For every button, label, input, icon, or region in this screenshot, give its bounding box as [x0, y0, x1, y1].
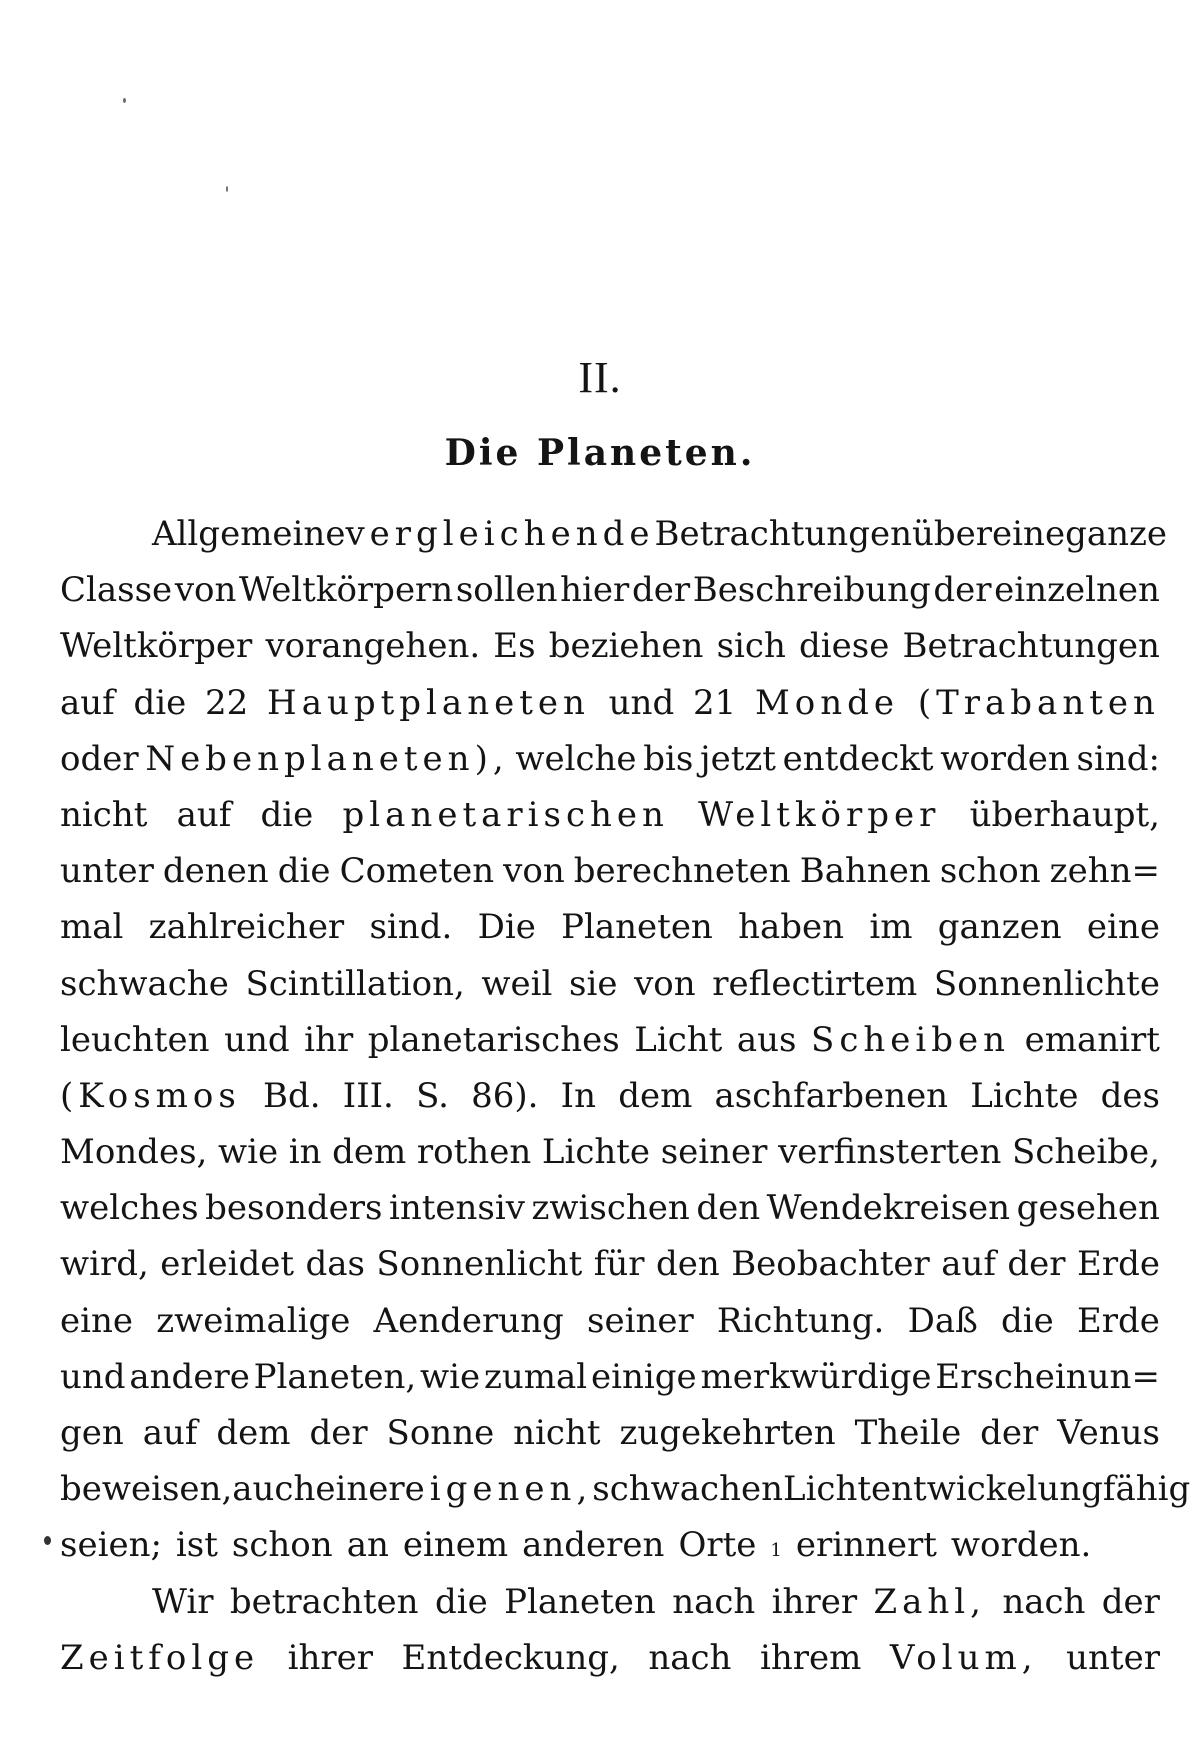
word: Lichtentwickelung: [782, 1469, 1103, 1510]
word: andere: [129, 1356, 250, 1397]
word: Cometen: [339, 851, 495, 892]
text-line: [60, 899, 1160, 955]
word: Licht: [634, 1019, 723, 1060]
word: Theile: [854, 1413, 962, 1453]
word: sie: [569, 963, 618, 1004]
word: sich: [716, 626, 786, 667]
word: und: [608, 682, 675, 723]
word: gesehen: [1016, 1188, 1160, 1229]
word: nicht: [60, 794, 148, 835]
word: einige: [590, 1356, 697, 1397]
word: die: [133, 682, 187, 723]
word: Scheibe,: [1012, 1132, 1160, 1173]
word: schwachen: [592, 1469, 783, 1510]
text-line: [60, 506, 1168, 562]
word: schwache: [60, 963, 229, 1004]
word: überhaupt,: [969, 794, 1160, 835]
text-line: [60, 956, 1160, 1012]
word: aschfarbenen: [714, 1075, 949, 1116]
word: Zeitfolge: [60, 1637, 260, 1678]
word: von: [503, 851, 565, 892]
word: vorangehen.: [265, 626, 481, 667]
word: beweisen,: [60, 1469, 233, 1510]
word: zahlreicher: [148, 907, 345, 948]
word: und: [224, 1019, 290, 1060]
word: die: [1001, 1300, 1054, 1341]
word: Betrachtungen: [654, 514, 912, 554]
word: (Kosmos: [60, 1075, 241, 1116]
word: eine: [992, 514, 1066, 554]
text-line: seien; ist schon an einem anderen Orte 1 erinnert worden.: [60, 1517, 1160, 1573]
word: vergleichende: [345, 514, 655, 554]
word: Allgemeine: [152, 514, 346, 554]
word: 21: [692, 682, 737, 723]
word: sind.: [369, 907, 453, 948]
word: unter: [60, 851, 154, 892]
word: in: [288, 1132, 322, 1173]
text-line: [60, 787, 1160, 843]
word: weil: [481, 963, 553, 1004]
word: die: [434, 1581, 488, 1622]
word: welche: [515, 738, 637, 779]
word: Sonne: [386, 1413, 495, 1453]
word: einzelnen: [994, 570, 1160, 611]
text-line: [60, 1293, 1160, 1349]
word: einem: [402, 1525, 509, 1566]
word: an: [346, 1525, 389, 1566]
word: betrachten: [229, 1581, 419, 1622]
word: Weltkörpern: [239, 570, 454, 611]
word: das: [305, 1244, 365, 1285]
word: auf: [176, 794, 232, 835]
text-line: [60, 1236, 1160, 1292]
word: der: [933, 570, 992, 611]
word: zugekehrten: [619, 1413, 836, 1453]
word: zumal: [483, 1356, 588, 1397]
text-line: [60, 843, 1160, 899]
word: rothen: [416, 1132, 532, 1173]
word: für: [593, 1244, 645, 1285]
word: schon: [939, 851, 1041, 892]
chapter-number: II.: [578, 353, 622, 402]
word: nach: [672, 1581, 756, 1622]
word: nach: [1002, 1581, 1086, 1622]
word: Betrachtungen: [902, 626, 1160, 667]
word: zwischen: [531, 1188, 690, 1229]
word: den: [655, 1244, 720, 1285]
text-line: [60, 618, 1160, 674]
word: Sonnenlichte: [933, 963, 1160, 1004]
word: In: [560, 1075, 596, 1116]
text-line: [60, 562, 1160, 618]
word: anderen: [522, 1525, 665, 1566]
word: Erde: [1077, 1244, 1160, 1285]
word: wie: [217, 1132, 279, 1173]
chapter-title: Die Planeten.: [444, 432, 756, 474]
word: Lichte: [541, 1132, 651, 1173]
word: der: [631, 570, 691, 611]
word: Weltkörper: [60, 626, 253, 667]
word: der: [1101, 1581, 1160, 1622]
word: des: [1100, 1075, 1160, 1116]
text-line: [60, 1405, 1160, 1461]
word: eigenen,: [404, 1469, 593, 1510]
word: wie: [420, 1356, 481, 1397]
word: die: [260, 794, 314, 835]
text-line: [60, 1630, 1160, 1686]
word: auf: [60, 682, 115, 723]
word: worden.: [950, 1525, 1092, 1566]
word: eine: [60, 1300, 134, 1341]
word: schon: [231, 1525, 333, 1566]
word: und: [60, 1356, 126, 1397]
word: unter: [1066, 1637, 1160, 1678]
word: ganzen: [937, 907, 1062, 948]
word: berechneten: [573, 851, 791, 892]
word: auf: [142, 1413, 198, 1453]
text-line: [60, 1574, 1160, 1630]
print-speck: [123, 98, 126, 103]
word: im: [869, 907, 913, 948]
text-line: [60, 1180, 1160, 1236]
word: seien;: [60, 1525, 162, 1566]
text-line: [60, 1068, 1160, 1124]
word: III.: [342, 1075, 394, 1116]
print-speck: [226, 186, 228, 192]
word: zehn=: [1049, 851, 1160, 892]
word: bis: [643, 738, 694, 779]
word: von: [174, 570, 237, 611]
word: planetarischen: [342, 794, 669, 835]
word: sollen: [455, 570, 558, 611]
word: Daß: [907, 1300, 978, 1341]
word: Monde: [754, 682, 900, 723]
text-line: [60, 675, 1160, 731]
word: hier: [560, 570, 630, 611]
word: Nebenplaneten),: [145, 738, 509, 779]
word: Venus: [1057, 1413, 1160, 1453]
word: fähig: [1102, 1469, 1191, 1510]
word: leuchten: [60, 1019, 210, 1060]
word: ganze: [1065, 514, 1168, 554]
word: Zahl,: [873, 1581, 986, 1622]
word: Bahnen: [799, 851, 931, 892]
word: nicht: [513, 1413, 601, 1453]
word: S.: [416, 1075, 449, 1116]
word: Beobachter: [731, 1244, 930, 1285]
word: Bd.: [263, 1075, 321, 1116]
word: merkwürdige: [700, 1356, 932, 1397]
word: auf: [941, 1244, 996, 1285]
word: verfinsterten: [778, 1132, 1002, 1173]
text-line: [60, 1012, 1160, 1068]
word: Sonnenlicht: [376, 1244, 583, 1285]
word: diese: [798, 626, 890, 667]
word: Orte: [678, 1525, 757, 1566]
word: nach: [648, 1637, 732, 1678]
word: worden: [940, 738, 1070, 779]
word: Entdeckung,: [401, 1637, 620, 1678]
word: reflectirtem: [712, 963, 918, 1004]
word: seiner: [660, 1132, 768, 1173]
word: erinnert: [795, 1525, 937, 1566]
word: besonders: [205, 1188, 383, 1229]
body-text: [60, 506, 1191, 1686]
word: eine: [1086, 907, 1160, 948]
word: Wir: [152, 1581, 214, 1622]
word: jetzt: [700, 738, 776, 779]
word: entdeckt: [782, 738, 934, 779]
word: wird,: [60, 1244, 149, 1285]
word: Hauptplaneten: [267, 682, 590, 723]
word: Richtung.: [716, 1300, 885, 1341]
word: Planeten,: [253, 1356, 417, 1397]
word: Erscheinun=: [935, 1356, 1160, 1397]
word: planetarisches: [367, 1019, 620, 1060]
word: von: [634, 963, 696, 1004]
word: Scheiben: [811, 1019, 1011, 1060]
word: Erde: [1076, 1300, 1160, 1341]
word: dem: [332, 1132, 407, 1173]
word: der: [980, 1413, 1039, 1453]
word: gen: [60, 1413, 124, 1453]
text-line: [60, 1124, 1160, 1180]
word: denen: [162, 851, 269, 892]
word: oder: [60, 738, 139, 779]
word: ihr: [304, 1019, 354, 1060]
word: haben: [738, 907, 845, 948]
word: ist: [175, 1525, 218, 1566]
word: auch: [232, 1469, 316, 1510]
word: dem: [618, 1075, 693, 1116]
word: Die: [477, 907, 536, 948]
word: ihrem: [759, 1637, 862, 1678]
word: über: [912, 514, 993, 554]
word: einer: [315, 1469, 405, 1510]
word: Weltkörper: [698, 794, 941, 835]
word: den: [696, 1188, 761, 1229]
word: intensiv: [388, 1188, 525, 1229]
word: Wendekreisen: [766, 1188, 1011, 1229]
word: Es: [493, 626, 536, 667]
word: (Trabanten: [917, 682, 1160, 723]
word: der: [309, 1413, 368, 1453]
word: emanirt: [1024, 1019, 1160, 1060]
word: beziehen: [548, 626, 704, 667]
text-line: [60, 1461, 1191, 1517]
word: erleidet: [160, 1244, 295, 1285]
word: mal: [60, 907, 124, 948]
word: Beschreibung: [692, 570, 931, 611]
word: ihrer: [771, 1581, 858, 1622]
word: Scintillation,: [245, 963, 465, 1004]
word: Classe: [60, 570, 173, 611]
word: Aenderung: [373, 1300, 564, 1341]
word: Lichte: [970, 1075, 1079, 1116]
word: zweimalige: [156, 1300, 351, 1341]
word: sind:: [1076, 738, 1160, 779]
word: 86).: [471, 1075, 539, 1116]
word: Planeten: [561, 907, 713, 948]
word: Mondes,: [60, 1132, 208, 1173]
print-speck: [44, 1536, 51, 1545]
word: 22: [205, 682, 249, 723]
word: die: [277, 851, 331, 892]
word: dem: [216, 1413, 291, 1453]
text-line: [60, 731, 1160, 787]
word: welches: [60, 1188, 199, 1229]
word: seiner: [587, 1300, 694, 1341]
word: Planeten: [504, 1581, 656, 1622]
word: der: [1007, 1244, 1066, 1285]
word: ihrer: [287, 1637, 374, 1678]
word: aus: [736, 1019, 797, 1060]
word: Volum,: [889, 1637, 1038, 1678]
text-line: [60, 1349, 1160, 1405]
